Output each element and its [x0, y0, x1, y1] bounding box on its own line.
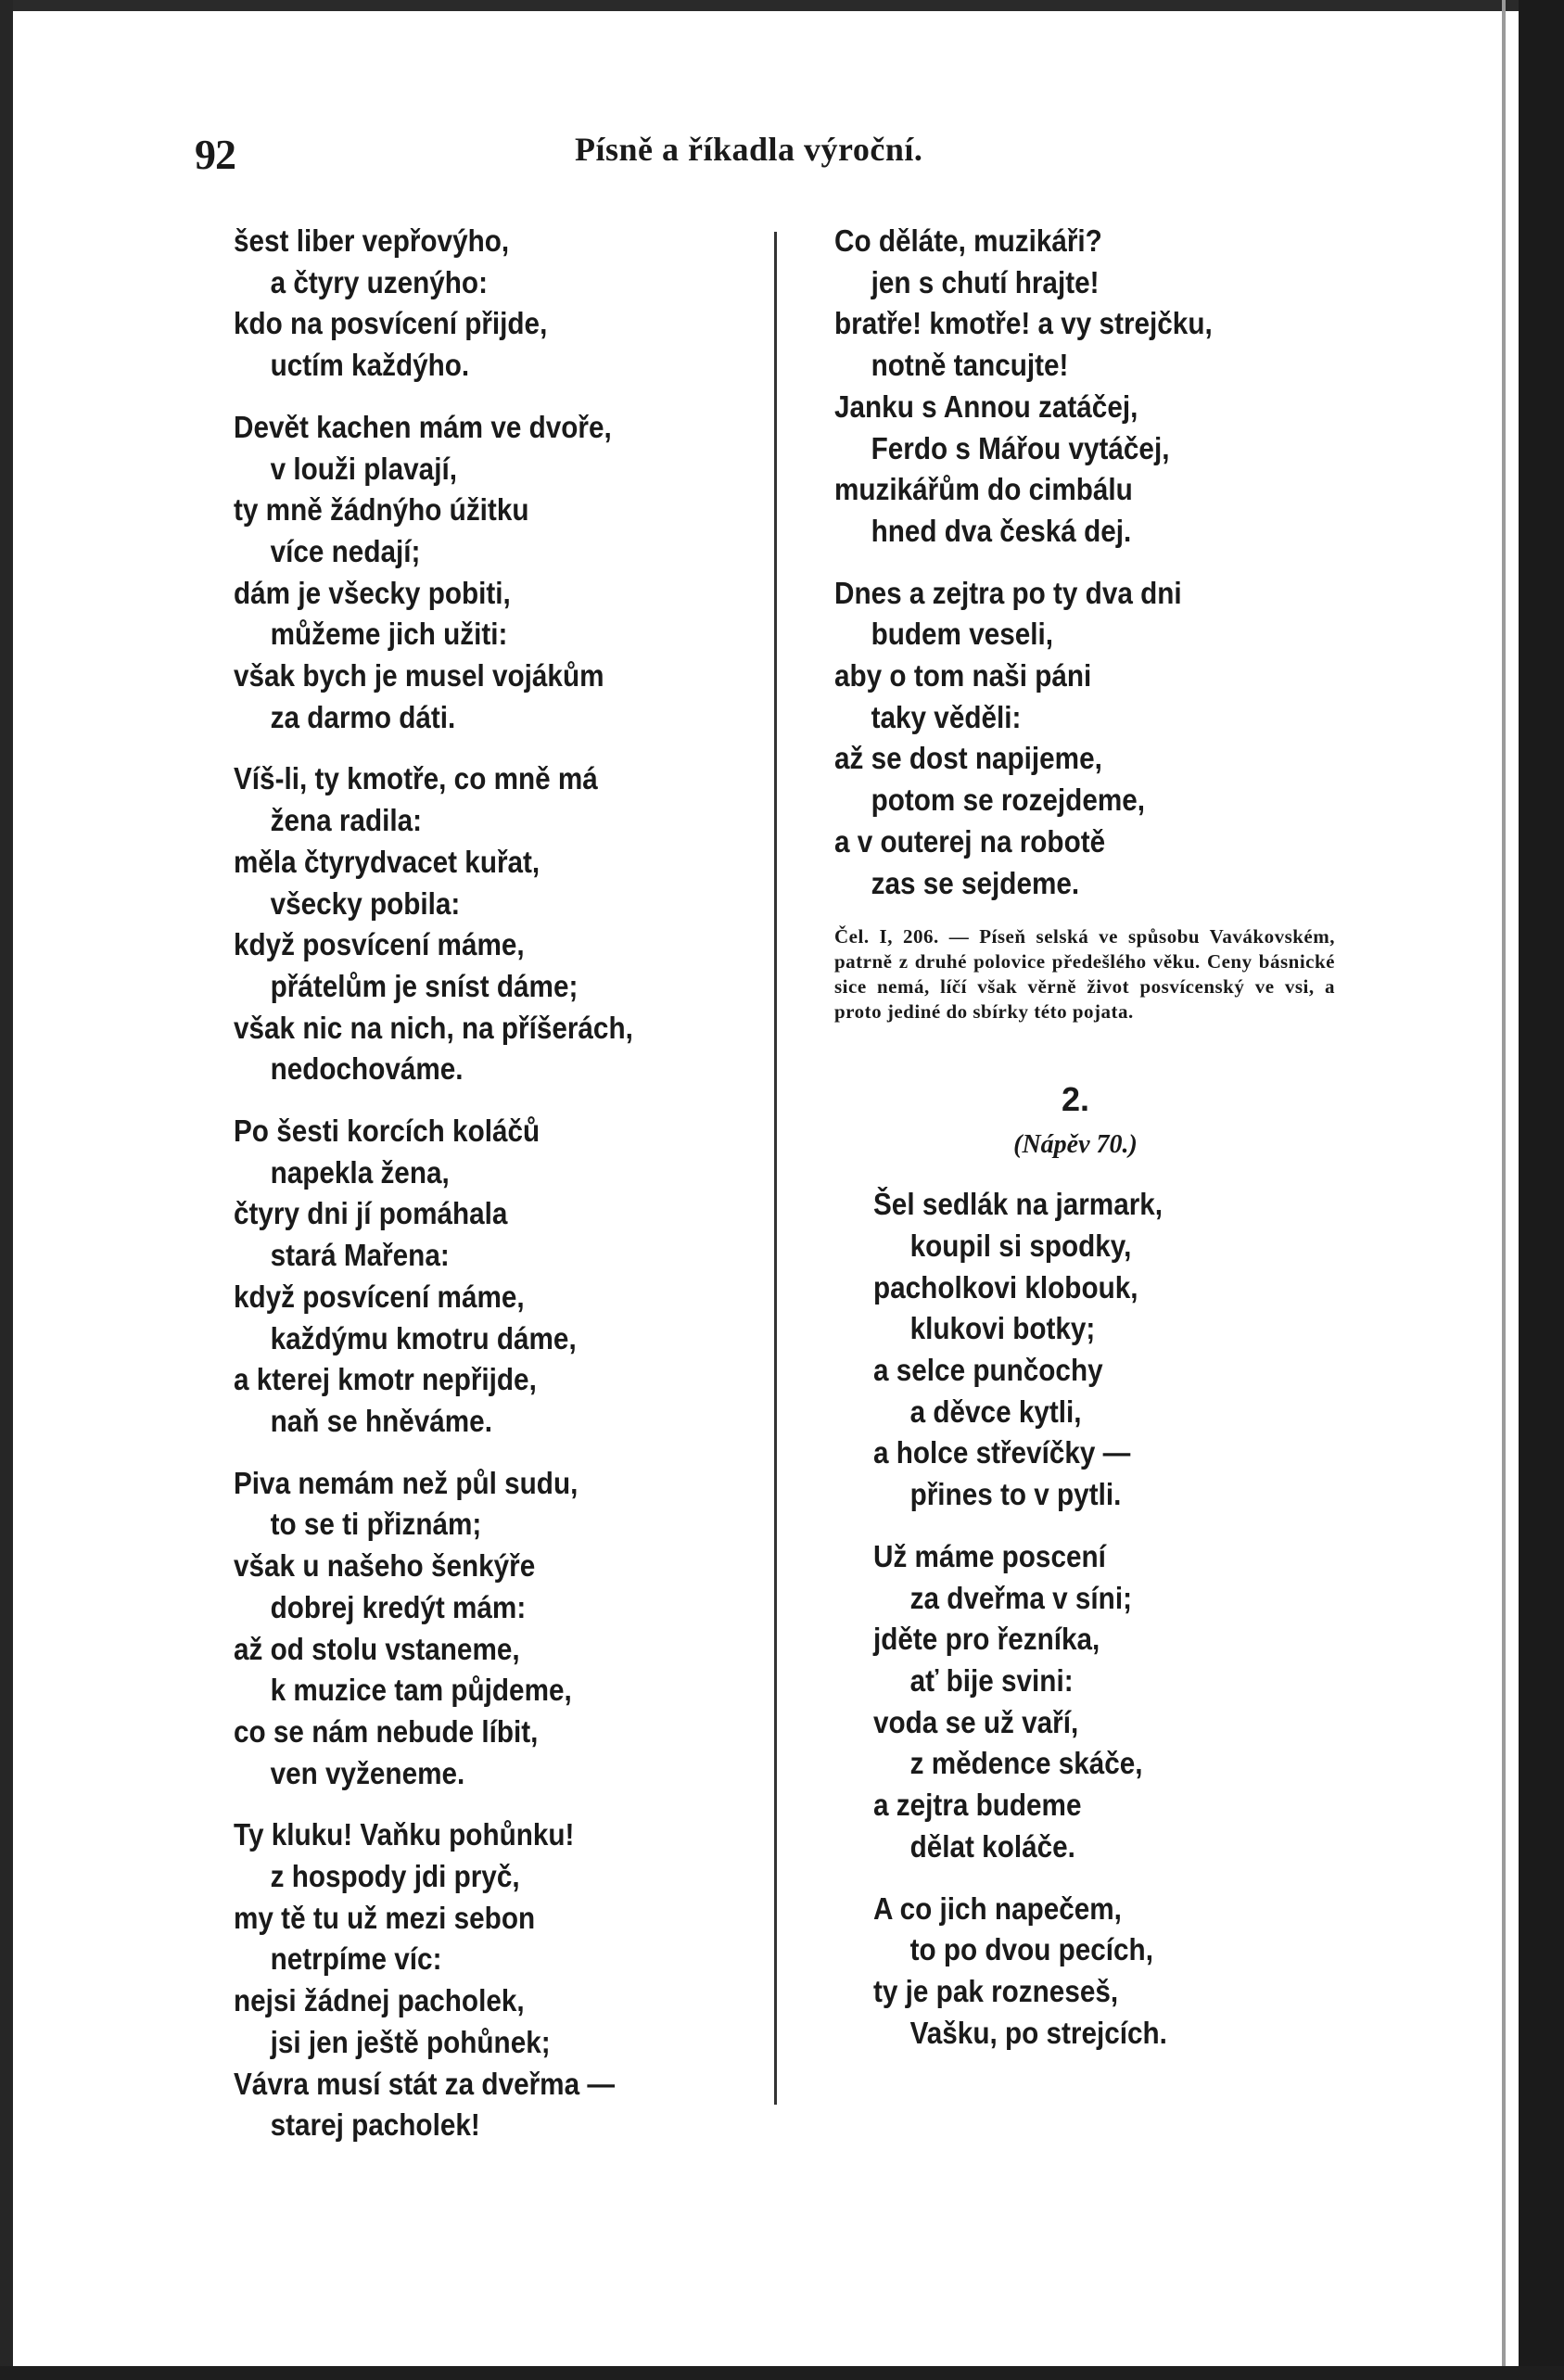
verse-line: za darmo dáti.	[270, 699, 456, 734]
verse-line: Už máme poscení	[873, 1538, 1106, 1573]
page-number: 92	[195, 131, 235, 178]
verse-line: kdo na posvícení přijde,	[234, 306, 548, 341]
verse-line: napekla žena,	[270, 1154, 450, 1190]
verse-line: stará Mařena:	[270, 1238, 450, 1273]
verse-line: hned dva česká dej.	[871, 513, 1132, 548]
verse-line: a děvce kytli,	[909, 1394, 1082, 1429]
verse-line: každýmu kmotru dáme,	[270, 1320, 577, 1355]
verse-line: zas se sejdeme.	[871, 865, 1080, 900]
verse-line: když posvícení máme,	[234, 927, 525, 962]
verse-line: však u našeho šenkýře	[234, 1548, 536, 1584]
verse-line: uctím každýho.	[270, 348, 470, 383]
verse-line: nedochováme.	[270, 1051, 464, 1087]
verse-line: všecky pobila:	[270, 885, 461, 921]
verse-line: když posvícení máme,	[234, 1279, 525, 1314]
verse-line: dělat koláče.	[909, 1828, 1075, 1864]
running-title: Písně a říkadla výroční.	[575, 131, 923, 168]
verse-line: Po šesti korcích koláčů	[234, 1114, 540, 1149]
left-column	[234, 221, 808, 2167]
stanza	[834, 221, 1372, 553]
verse-line: pacholkovi klobouk,	[873, 1269, 1138, 1305]
verse-line: my tě tu už mezi sebon	[234, 1900, 536, 1935]
verse-line: taky věděli:	[871, 699, 1022, 734]
column-divider	[774, 232, 777, 2105]
verse-line: Víš-li, ty kmotře, co mně má	[234, 761, 598, 796]
verse-line: však bych je musel vojákům	[234, 658, 604, 694]
verse-line: a v outerej na robotě	[834, 823, 1106, 859]
verse-line: Vašku, po strejcích.	[909, 2015, 1167, 2050]
verse-line: budem veseli,	[871, 617, 1054, 652]
verse-line: můžeme jich užiti:	[270, 617, 508, 652]
verse-line: Ferdo s Mářou vytáčej,	[871, 430, 1170, 465]
verse-line: aby o tom naši páni	[834, 658, 1092, 694]
stanza	[234, 407, 808, 739]
verse-line: více nedají;	[270, 533, 421, 568]
verse-line: dám je všecky pobiti,	[234, 575, 511, 610]
verse-line: to po dvou pecích,	[909, 1932, 1153, 1967]
verse-line: Dnes a zejtra po ty dva dni	[834, 575, 1182, 610]
verse-line: netrpíme víc:	[270, 1941, 442, 1977]
verse-line: až od stolu vstaneme,	[234, 1631, 520, 1666]
stanza	[234, 1111, 808, 1443]
verse-line: jděte pro řezníka,	[873, 1622, 1100, 1657]
verse-line: starej pacholek!	[270, 2107, 480, 2143]
verse-line: za dveřma v síni;	[909, 1580, 1132, 1615]
verse-line: Šel sedlák na jarmark,	[873, 1187, 1163, 1222]
verse-line: nejsi žádnej pacholek,	[234, 1983, 525, 2018]
verse-line: Ty kluku! Vaňku pohůnku!	[234, 1817, 575, 1852]
verse-line: přines to v pytli.	[909, 1477, 1122, 1512]
verse-line: šest liber vepřovýho,	[234, 223, 510, 258]
verse-line: Piva nemám než půl sudu,	[234, 1465, 579, 1500]
verse-line: v louži plavají,	[270, 451, 457, 486]
verse-line: však nic na nich, na příšerách,	[234, 1010, 633, 1045]
tune-reference: (Nápěv 70.)	[1013, 1130, 1138, 1160]
verse-line: a selce punčochy	[873, 1353, 1103, 1388]
stanza	[234, 758, 808, 1090]
verse-line: klukovi botky;	[909, 1311, 1096, 1346]
verse-line: koupil si spodky,	[909, 1228, 1132, 1263]
verse-line: z hospody jdi pryč,	[270, 1859, 520, 1894]
verse-line: Vávra musí stát za dveřma —	[234, 2066, 616, 2101]
scan-border-right	[1519, 0, 1564, 2380]
verse-line: co se nám nebude líbit,	[234, 1713, 539, 1749]
stanza	[873, 1536, 1372, 1868]
verse-line: jsi jen ještě pohůnek;	[270, 2024, 551, 2059]
verse-line: měla čtyrydvacet kuřat,	[234, 844, 540, 879]
stanza	[873, 1184, 1372, 1516]
verse-line: ty mně žádnýho úžitku	[234, 492, 529, 528]
verse-line: Co děláte, muzikáři?	[834, 223, 1102, 258]
verse-line: a zejtra budeme	[873, 1788, 1082, 1823]
verse-line: notně tancujte!	[871, 348, 1069, 383]
stanza	[234, 1463, 808, 1795]
verse-line: dobrej kredýt mám:	[270, 1589, 527, 1624]
verse-line: čtyry dni jí pomáhala	[234, 1196, 508, 1231]
song-number: 2.	[1061, 1080, 1090, 1119]
verse-line: k muzice tam půjdeme,	[270, 1673, 572, 1708]
verse-line: to se ti přiznám;	[270, 1507, 482, 1542]
verse-line: jen s chutí hrajte!	[871, 264, 1100, 299]
verse-line: ven vyženeme.	[270, 1755, 465, 1790]
right-column	[834, 221, 1372, 2074]
verse-line: a čtyry uzenýho:	[270, 264, 488, 299]
verse-line: potom se rozejdeme,	[871, 783, 1146, 818]
verse-line: ať bije svini:	[909, 1662, 1074, 1698]
verse-line: žena radila:	[270, 803, 423, 838]
stanza	[873, 1889, 1372, 2055]
verse-line: Devět kachen mám ve dvoře,	[234, 409, 612, 444]
scan-border-left	[0, 0, 13, 2380]
stanza	[834, 573, 1372, 905]
verse-line: Janku s Annou zatáčej,	[834, 388, 1138, 424]
editorial-note: Čel. I, 206. — Píseň selská ve spůsobu Vavákovském, patrně z druhé polovice předešlého věku. Ceny básnické sice nemá, líčí však věrně život posvícenský ve vsi, a proto jediné do sbírky této pojata.	[834, 925, 1335, 1024]
scan-fold-line	[1502, 0, 1506, 2380]
verse-line: přátelům je sníst dáme;	[270, 968, 579, 1003]
scan-border-bottom	[0, 2366, 1564, 2380]
scan-border-top	[0, 0, 1564, 11]
stanza	[234, 1814, 808, 2146]
verse-line: bratře! kmotře! a vy strejčku,	[834, 306, 1213, 341]
verse-line: naň se hněváme.	[270, 1403, 492, 1438]
verse-line: a kterej kmotr nepřijde,	[234, 1362, 537, 1397]
verse-line: muzikářům do cimbálu	[834, 472, 1133, 507]
song1-continuation	[834, 221, 1372, 904]
verse-line: voda se už vaří,	[873, 1704, 1079, 1739]
verse-line: z mědence skáče,	[909, 1746, 1143, 1781]
verse-line: a holce střevíčky —	[873, 1435, 1131, 1470]
song2-lyrics	[834, 1184, 1372, 2054]
verse-line: ty je pak rozneseš,	[873, 1973, 1119, 2008]
verse-line: A co jich napečem,	[873, 1890, 1122, 1926]
verse-line: až se dost napijeme,	[834, 741, 1102, 776]
stanza	[234, 221, 808, 387]
